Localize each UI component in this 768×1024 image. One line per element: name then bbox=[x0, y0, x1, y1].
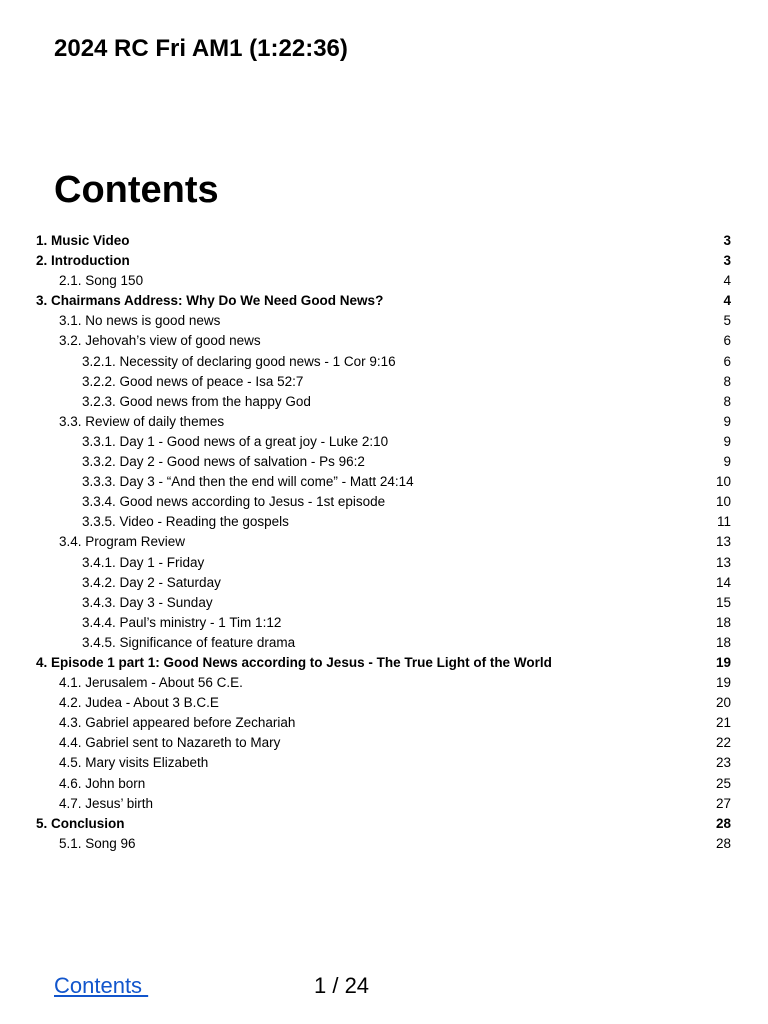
toc-entry[interactable] bbox=[36, 753, 731, 773]
toc-entry-page-number: 28 bbox=[715, 815, 731, 831]
toc-entry-page-number: 5 bbox=[723, 313, 731, 329]
toc-entry-page-number: 14 bbox=[715, 574, 731, 590]
toc-entry-page-number: 4 bbox=[723, 273, 731, 289]
toc-entry-label: 5.1. Song 96 bbox=[59, 835, 136, 851]
toc-entry[interactable] bbox=[36, 673, 731, 693]
toc-entry[interactable] bbox=[36, 352, 731, 372]
toc-entry-page-number: 28 bbox=[715, 835, 731, 851]
page-indicator: 1 / 24 bbox=[314, 973, 370, 998]
toc-entry-label: 4.2. Judea - About 3 B.C.E bbox=[59, 695, 219, 711]
toc-entry-label: 3.2.2. Good news of peace - Isa 52:7 bbox=[82, 373, 304, 389]
toc-entry[interactable] bbox=[36, 573, 731, 593]
toc-entry[interactable] bbox=[36, 633, 731, 653]
toc-entry[interactable] bbox=[36, 613, 731, 633]
toc-entry[interactable] bbox=[36, 492, 731, 512]
toc-entry-label: 3.3.3. Day 3 - “And then the end will come” - Matt 24:14 bbox=[82, 474, 414, 490]
toc-entry-page-number: 3 bbox=[723, 233, 731, 248]
toc-entry[interactable] bbox=[36, 452, 731, 472]
toc-entry-label: 3.3.4. Good news according to Jesus - 1st episode bbox=[82, 494, 386, 510]
toc-entry-label: 4.3. Gabriel appeared before Zechariah bbox=[59, 715, 296, 731]
toc-entry-page-number: 27 bbox=[715, 795, 731, 811]
toc-entry-page-number: 13 bbox=[715, 554, 731, 570]
toc-entry[interactable] bbox=[36, 311, 731, 331]
table-of-contents bbox=[36, 231, 731, 854]
toc-entry[interactable] bbox=[36, 472, 731, 492]
toc-entry[interactable] bbox=[36, 251, 731, 271]
toc-entry[interactable] bbox=[36, 553, 731, 573]
document-title: 2024 RC Fri AM1 (1:22:36) bbox=[54, 35, 348, 62]
toc-entry-label: 3.2. Jehovah’s view of good news bbox=[59, 333, 261, 349]
toc-entry-page-number: 20 bbox=[715, 695, 731, 711]
toc-entry[interactable] bbox=[36, 693, 731, 713]
toc-entry-label: 5. Conclusion bbox=[36, 815, 125, 831]
toc-entry-page-number: 9 bbox=[723, 413, 731, 429]
toc-entry-page-number: 25 bbox=[715, 775, 731, 791]
toc-entry[interactable] bbox=[36, 774, 731, 794]
toc-entry[interactable] bbox=[36, 814, 731, 834]
toc-entry-page-number: 3 bbox=[723, 253, 731, 269]
toc-entry[interactable] bbox=[36, 271, 731, 291]
toc-entry-label: 3.3.1. Day 1 - Good news of a great joy - Luke 2:10 bbox=[82, 433, 389, 449]
toc-entry-page-number: 6 bbox=[723, 353, 731, 369]
toc-entry-label: 1. Music Video bbox=[36, 233, 130, 248]
toc-entry-label: 4.4. Gabriel sent to Nazareth to Mary bbox=[59, 735, 281, 751]
toc-entry-label: 3. Chairmans Address: Why Do We Need Good News? bbox=[36, 293, 384, 309]
toc-entry[interactable] bbox=[36, 512, 731, 532]
toc-entry-page-number: 18 bbox=[715, 634, 731, 650]
toc-entry[interactable] bbox=[36, 532, 731, 552]
toc-entry-label: 3.4.5. Significance of feature drama bbox=[82, 634, 296, 650]
toc-entry-page-number: 15 bbox=[715, 594, 731, 610]
toc-entry-label: 3.3.5. Video - Reading the gospels bbox=[82, 514, 289, 530]
toc-entry-page-number: 10 bbox=[715, 474, 731, 490]
toc-entry-page-number: 21 bbox=[715, 715, 731, 731]
toc-entry-label: 4.7. Jesus’ birth bbox=[59, 795, 154, 811]
toc-entry-page-number: 13 bbox=[715, 534, 731, 550]
toc-entry-label: 4. Episode 1 part 1: Good News according to Jesus - The True Light of the World bbox=[36, 654, 552, 670]
toc-entry[interactable] bbox=[36, 432, 731, 452]
toc-entry-page-number: 10 bbox=[715, 494, 731, 510]
toc-entry-label: 3.3.2. Day 2 - Good news of salvation - Ps 96:2 bbox=[82, 454, 365, 470]
toc-entry[interactable] bbox=[36, 291, 731, 311]
toc-entry-label: 3.1. No news is good news bbox=[59, 313, 221, 329]
toc-entry[interactable] bbox=[36, 231, 731, 251]
toc-entry[interactable] bbox=[36, 653, 731, 673]
toc-entry-page-number: 9 bbox=[723, 433, 731, 449]
toc-entry-page-number: 4 bbox=[723, 293, 731, 309]
toc-entry[interactable] bbox=[36, 794, 731, 814]
toc-entry-label: 3.4.3. Day 3 - Sunday bbox=[82, 594, 213, 610]
toc-entry-label: 3.3. Review of daily themes bbox=[59, 413, 225, 429]
toc-entry-label: 4.1. Jerusalem - About 56 C.E. bbox=[59, 675, 243, 691]
toc-entry-label: 3.2.1. Necessity of declaring good news - 1 Cor 9:16 bbox=[82, 353, 396, 369]
toc-entry-page-number: 22 bbox=[715, 735, 731, 751]
toc-entry[interactable] bbox=[36, 593, 731, 613]
toc-entry-page-number: 11 bbox=[716, 514, 731, 530]
toc-entry-page-number: 19 bbox=[715, 675, 731, 691]
toc-entry-label: 3.4. Program Review bbox=[59, 534, 186, 550]
contents-heading: Contents bbox=[54, 169, 219, 211]
toc-entry-page-number: 8 bbox=[723, 393, 731, 409]
toc-entry-page-number: 19 bbox=[715, 654, 731, 670]
toc-entry-label: 4.5. Mary visits Elizabeth bbox=[59, 755, 209, 771]
toc-entry[interactable] bbox=[36, 834, 731, 854]
toc-entry-label: 3.4.2. Day 2 - Saturday bbox=[82, 574, 221, 590]
toc-entry[interactable] bbox=[36, 733, 731, 753]
toc-entry-label: 3.2.3. Good news from the happy God bbox=[82, 393, 311, 409]
toc-entry[interactable] bbox=[36, 331, 731, 351]
toc-entry-page-number: 8 bbox=[723, 373, 731, 389]
toc-entry-label: 3.4.1. Day 1 - Friday bbox=[82, 554, 205, 570]
toc-entry-page-number: 18 bbox=[715, 614, 731, 630]
toc-entry-label: 2. Introduction bbox=[36, 253, 130, 269]
toc-entry-label: 4.6. John born bbox=[59, 775, 146, 791]
toc-entry-page-number: 23 bbox=[715, 755, 731, 771]
toc-entry-label: 2.1. Song 150 bbox=[59, 273, 144, 289]
toc-entry-page-number: 6 bbox=[723, 333, 731, 349]
toc-entry-page-number: 9 bbox=[723, 454, 731, 470]
toc-entry[interactable] bbox=[36, 412, 731, 432]
toc-entry[interactable] bbox=[36, 713, 731, 733]
toc-entry[interactable] bbox=[36, 372, 731, 392]
contents-link[interactable]: Contents bbox=[54, 973, 149, 998]
toc-entry[interactable] bbox=[36, 392, 731, 412]
toc-entry-label: 3.4.4. Paul’s ministry - 1 Tim 1:12 bbox=[82, 614, 282, 630]
